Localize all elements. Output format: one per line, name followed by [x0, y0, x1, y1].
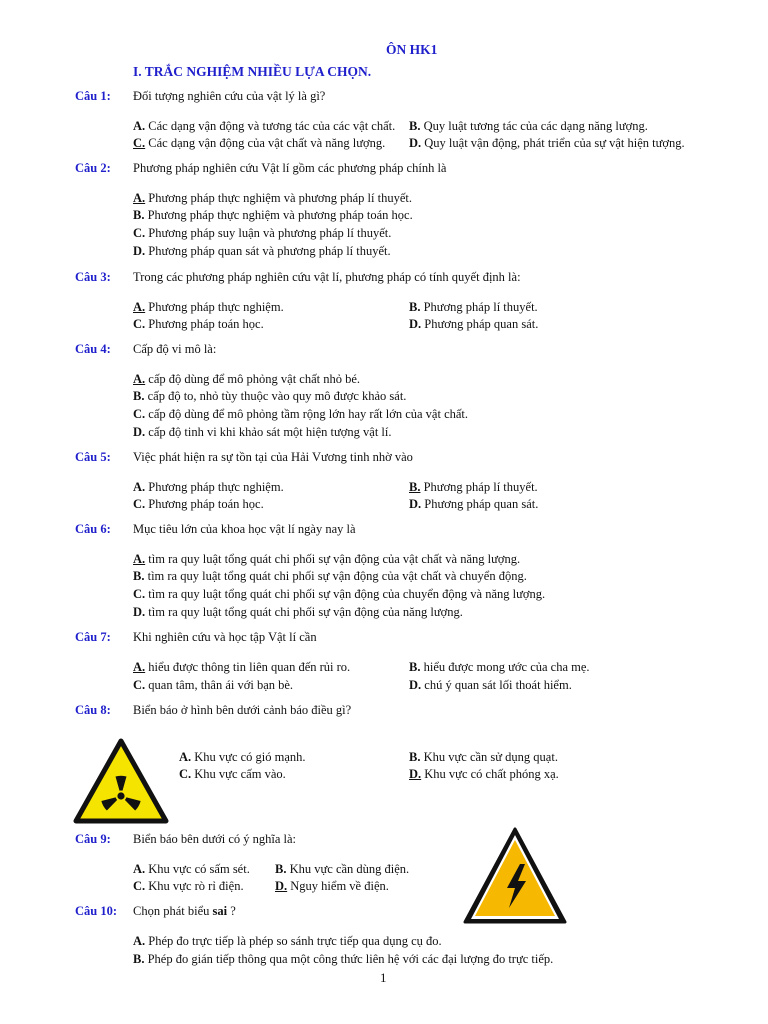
option-b: B. Khu vực cần sử dụng quạt.: [409, 750, 558, 764]
option-a: A. Phương pháp thực nghiệm.: [133, 300, 284, 314]
document-title: ÔN HK1: [386, 42, 438, 57]
question-stem: Cấp độ vi mô là:: [133, 342, 217, 356]
question-label: Câu 5:: [75, 450, 111, 464]
option-a: A. Phương pháp thực nghiệm.: [133, 480, 284, 494]
option-c: C. Phương pháp toán học.: [133, 317, 264, 331]
question-label: Câu 8:: [75, 703, 111, 717]
option-a: A. cấp độ dùng để mô phỏng vật chất nhỏ bé.: [133, 372, 361, 386]
option-b: B. hiểu được mong ước của cha mẹ.: [409, 660, 590, 674]
option-d: D. chú ý quan sát lối thoát hiểm.: [409, 678, 572, 692]
question-label: Câu 2:: [75, 161, 111, 175]
question-stem: Trong các phương pháp nghiên cứu vật lí, phương pháp có tính quyết định là:: [133, 270, 521, 284]
option-c: C. Phương pháp toán học.: [133, 497, 264, 511]
option-c: C. Khu vực rò rỉ điện.: [133, 879, 244, 893]
option-a: A. hiểu được thông tin liên quan đến rủi ro.: [133, 660, 351, 674]
option-d: D. Quy luật vận động, phát triển của sự vật hiện tượng.: [409, 136, 685, 150]
option-b: B. cấp độ to, nhỏ tùy thuộc vào quy mô được khảo sát.: [133, 389, 407, 403]
question-stem: Phương pháp nghiên cứu Vật lí gồm các phương pháp chính là: [133, 161, 447, 175]
question-stem: Biển báo bên dưới có ý nghĩa là:: [133, 832, 297, 846]
question-label: Câu 9:: [75, 832, 111, 846]
option-c: C. quan tâm, thân ái với bạn bè.: [133, 678, 294, 692]
option-a: A. Khu vực có sấm sét.: [133, 862, 250, 876]
option-c: C. cấp độ dùng để mô phỏng tầm rộng lớn hay rất lớn của vật chất.: [133, 407, 469, 421]
question-label: Câu 10:: [75, 904, 118, 918]
question-stem: Khi nghiên cứu và học tập Vật lí cần: [133, 630, 317, 644]
option-b: B. Phép đo gián tiếp thông qua một công thức liên hệ với các đại lượng đo trực tiếp.: [133, 952, 554, 966]
option-c: C. Các dạng vận động của vật chất và năng lượng.: [133, 136, 386, 150]
option-b: B. Phương pháp lí thuyết.: [409, 300, 538, 314]
question-stem: Chọn phát biểu sai ?: [133, 904, 236, 918]
question-stem: Việc phát hiện ra sự tồn tại của Hải Vương tinh nhờ vào: [133, 450, 413, 464]
question-label: Câu 1:: [75, 89, 111, 103]
section-heading: I. TRẮC NGHIỆM NHIỀU LỰA CHỌN.: [133, 64, 372, 79]
option-a: A. tìm ra quy luật tổng quát chi phối sự vận động của vật chất và năng lượng.: [133, 552, 521, 566]
question-label: Câu 4:: [75, 342, 111, 356]
option-b: B. Khu vực cần dùng điện.: [275, 862, 410, 876]
option-c: C. tìm ra quy luật tổng quát chi phối sự vận động của chuyển động và năng lượng.: [133, 587, 546, 601]
option-a: A. Phương pháp thực nghiệm và phương pháp lí thuyết.: [133, 191, 413, 205]
option-c: C. Khu vực cấm vào.: [179, 767, 286, 781]
question-stem: Mục tiêu lớn của khoa học vật lí ngày nay là: [133, 522, 356, 536]
radiation-warning-sign-icon: [73, 738, 169, 824]
option-b: B. Phương pháp lí thuyết.: [409, 480, 538, 494]
question-stem: Đối tượng nghiên cứu của vật lý là gì?: [133, 89, 326, 103]
option-d: D. Phương pháp quan sát và phương pháp lí thuyết.: [133, 244, 391, 258]
option-b: B. Phương pháp thực nghiệm và phương pháp toán học.: [133, 208, 413, 222]
option-a: A. Các dạng vận động và tương tác của các vật chất.: [133, 119, 396, 133]
page-number: 1: [380, 970, 387, 985]
option-d: D. Khu vực có chất phóng xạ.: [409, 767, 559, 781]
electrical-hazard-sign-icon: [462, 826, 568, 926]
option-d: D. Phương pháp quan sát.: [409, 497, 539, 511]
question-label: Câu 7:: [75, 630, 111, 644]
option-a: A. Khu vực có gió mạnh.: [179, 750, 306, 764]
option-d: D. Phương pháp quan sát.: [409, 317, 539, 331]
question-stem: Biển báo ở hình bên dưới cảnh báo điều gì?: [133, 703, 352, 717]
option-c: C. Phương pháp suy luận và phương pháp lí thuyết.: [133, 226, 392, 240]
option-d: D. tìm ra quy luật tổng quát chi phối sự vận động của năng lượng.: [133, 605, 463, 619]
option-a: A. Phép đo trực tiếp là phép so sánh trực tiếp qua dụng cụ đo.: [133, 934, 442, 948]
question-label: Câu 6:: [75, 522, 111, 536]
option-d: D. cấp độ tinh vi khi khảo sát một hiện tượng vật lí.: [133, 425, 392, 439]
option-b: B. Quy luật tương tác của các dạng năng lượng.: [409, 119, 648, 133]
option-d: D. Nguy hiểm về điện.: [275, 879, 389, 893]
option-b: B. tìm ra quy luật tổng quát chi phối sự vận động của vật chất và chuyển động.: [133, 569, 527, 583]
question-label: Câu 3:: [75, 270, 111, 284]
